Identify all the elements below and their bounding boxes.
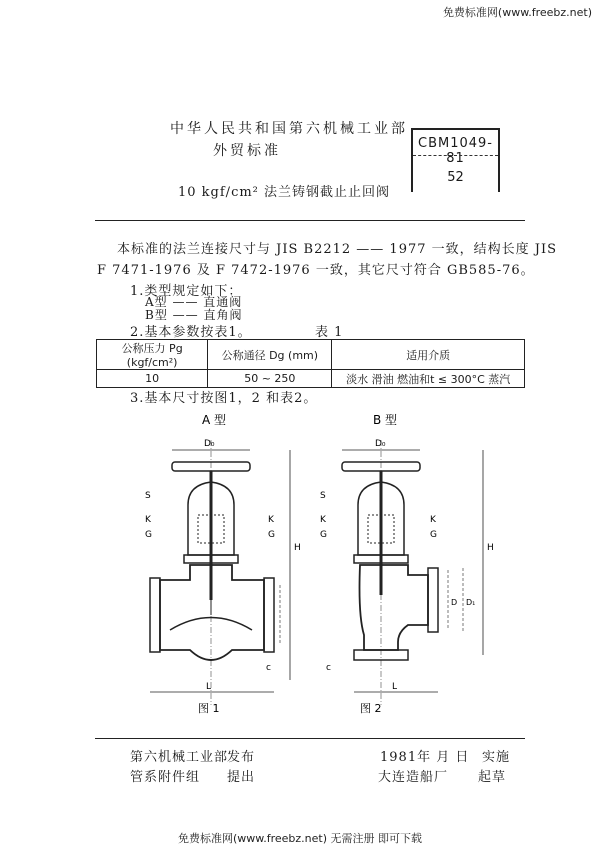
figure-b-label: B 型 (373, 413, 398, 427)
table-cell: 淡水 滑油 燃油和t ≤ 300°C 蒸汽 (332, 370, 525, 388)
footer-drafter: 大连造船厂 (378, 770, 449, 785)
figure-1-caption: 图 1 (198, 702, 220, 715)
dim-h-a: H (294, 543, 301, 553)
table-cell: 10 (97, 370, 208, 388)
label-k-b-left: K (320, 515, 326, 525)
standard-type: 外贸标准 (213, 143, 281, 159)
footer-proposer: 管系附件组 (130, 770, 201, 785)
ministry-name: 中华人民共和国第六机械工业部 (170, 121, 408, 137)
table-header-cell: 适用介质 (332, 340, 525, 370)
table-header-row (97, 340, 525, 370)
footer-drafter-action: 起草 (478, 770, 507, 785)
footer-issuer: 第六机械工业部 (130, 750, 229, 765)
label-g-a-right: G (268, 530, 275, 540)
section-3-heading: 3.基本尺寸按图1，2 和表2。 (130, 391, 318, 406)
label-g-b-right: G (430, 530, 437, 540)
label-k-b-right: K (430, 515, 436, 525)
footer-date: 1981年 月 日 (380, 750, 470, 765)
label-g-a-left: G (145, 530, 152, 540)
watermark-top: 免费标准网(www.freebz.net) (442, 6, 592, 19)
dim-l-b: L (392, 682, 398, 692)
page-number: 52 (447, 170, 464, 185)
table-caption: 表 1 (315, 325, 344, 340)
standard-number-box (411, 128, 500, 192)
flange-right (264, 578, 274, 652)
figure-2-type-b-valve (318, 410, 498, 720)
figure-a-label: A 型 (202, 413, 227, 427)
type-b-definition: B型 —— 直角阀 (145, 308, 243, 322)
header-rule (95, 220, 525, 221)
intro-line-1: 本标准的法兰连接尺寸与 JIS B2212 —— 1977 一致，结构长度 JIS (117, 242, 558, 257)
section-1-heading: 1.类型规定如下： (130, 284, 243, 299)
footer-proposer-action: 提出 (227, 770, 256, 785)
dim-d-b: D (451, 598, 458, 607)
footer-issuer-action: 发布 (227, 750, 256, 765)
dim-d1-b: D₁ (466, 598, 476, 607)
table-cell: 50 ~ 250 (208, 370, 332, 388)
label-s-b: S (320, 491, 326, 501)
table-header-cell: 公称压力 Pg (kgf/cm²) (97, 340, 208, 370)
flange-side (428, 568, 438, 632)
dim-d0-b: D₀ (375, 439, 386, 449)
table-header-cell: 公称通径 Dg (mm) (208, 340, 332, 370)
type-a-definition: A型 —— 直通阀 (145, 295, 243, 309)
label-k-a-left: K (145, 515, 151, 525)
document-title: 10 kgf/cm² 法兰铸钢截止止回阀 (178, 185, 391, 200)
section-2-heading: 2.基本参数按表1。 (130, 325, 252, 340)
label-g-b-left: G (320, 530, 327, 540)
footer-rule (95, 738, 525, 739)
dim-d0-a: D₀ (204, 439, 215, 449)
intro-line-2: F 7471-1976 及 F 7472-1976 一致，其它尺寸符合 GB585-76。 (97, 263, 535, 278)
table-row (97, 370, 525, 388)
figure-2-caption: 图 2 (360, 702, 382, 715)
label-k-a-right: K (268, 515, 274, 525)
flange-left (150, 578, 160, 652)
standard-code: CBM1049-81 (418, 136, 493, 166)
parameter-table (96, 339, 525, 388)
dim-h-b: H (487, 543, 494, 553)
label-s-a: S (145, 491, 151, 501)
dim-l-a: L (206, 682, 212, 692)
dim-c-a: c (266, 663, 271, 673)
figure-1-type-a-valve (140, 410, 310, 720)
dim-c-b: c (326, 663, 331, 673)
valve-body (360, 565, 429, 650)
watermark-bottom: 免费标准网(www.freebz.net) 无需注册 即可下载 (177, 832, 423, 845)
footer-date-action: 实施 (482, 750, 511, 765)
